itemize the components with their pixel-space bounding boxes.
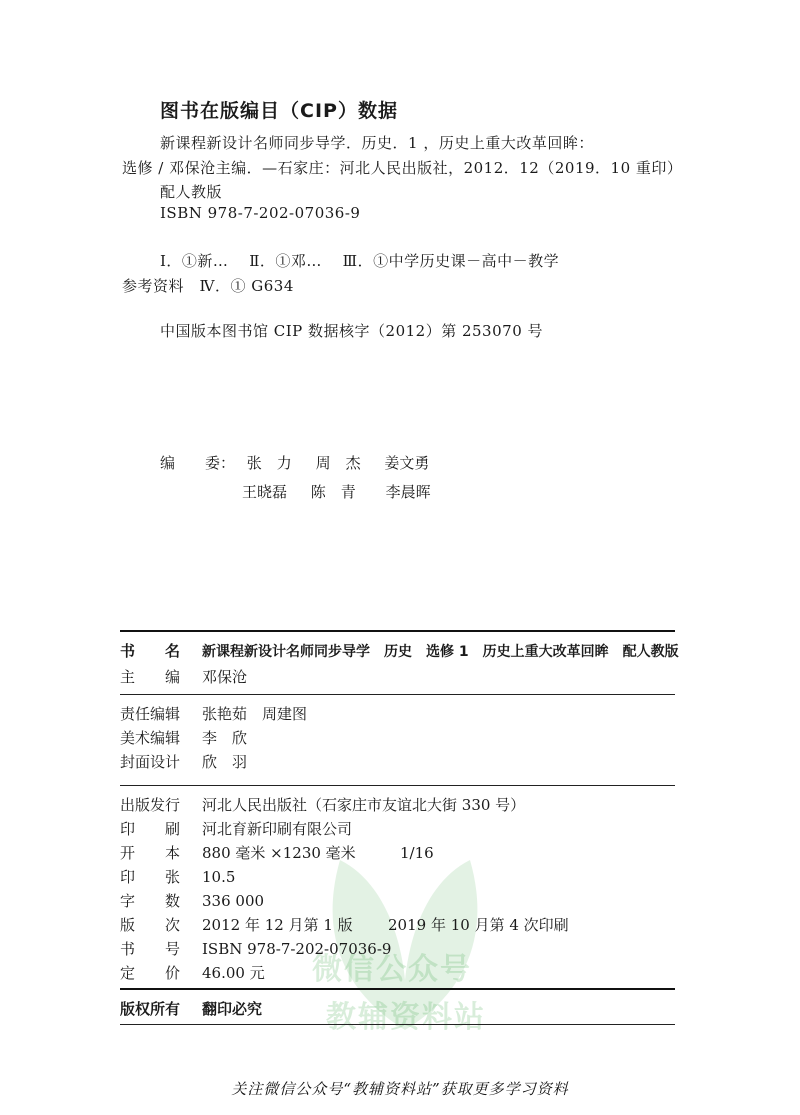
colophon-price <box>120 962 265 983</box>
editor-name: 陈 青 <box>310 483 356 501</box>
editor-name: 姜文勇 <box>384 454 430 472</box>
colophon-value: 欣 羽 <box>202 753 248 771</box>
colophon-label: 版权所有 <box>120 1000 181 1018</box>
colophon-label: 定 价 <box>120 964 181 982</box>
colophon-value: 880 毫米 ×1230 毫米 <box>202 844 356 862</box>
colophon-chief-editor <box>120 666 247 687</box>
colophon-extra: 1/16 <box>400 844 434 862</box>
colophon-label: 字 数 <box>120 892 181 910</box>
colophon-words <box>120 890 264 911</box>
cip-line-6: 参考资料 Ⅳ．① G634 <box>122 277 294 295</box>
colophon-resp-editor <box>120 703 307 724</box>
colophon-value: 李 欣 <box>202 729 248 747</box>
colophon-label: 美术编辑 <box>120 729 181 747</box>
colophon-bottom-rule <box>120 1024 675 1025</box>
colophon-value: 新课程新设计名师同步导学 历史 选修 1 历史上重大改革回眸 配人教版 <box>202 644 679 660</box>
colophon-publisher <box>120 794 525 815</box>
cip-line-4: ISBN 978-7-202-07036-9 <box>160 204 361 222</box>
cip-line-7: 中国版本图书馆 CIP 数据核字（2012）第 253070 号 <box>160 322 544 340</box>
colophon-label: 封面设计 <box>120 753 181 771</box>
colophon-extra: 2019 年 10 月第 4 次印刷 <box>388 916 569 934</box>
editor-name: 周 杰 <box>315 454 361 472</box>
colophon-value: 邓保沧 <box>202 668 248 686</box>
cip-line-3: 配人教版 <box>160 183 223 201</box>
colophon-edition <box>120 914 569 935</box>
colophon-rule <box>120 988 675 990</box>
colophon-value: 翻印必究 <box>202 1000 263 1018</box>
colophon-value: 2012 年 12 月第 1 版 <box>202 916 353 934</box>
colophon-label: 出版发行 <box>120 796 181 814</box>
colophon-label: 印 刷 <box>120 820 181 838</box>
colophon-label: 印 张 <box>120 868 181 886</box>
colophon-rule <box>120 785 675 786</box>
watermark-text-1: 微信公众号 <box>312 952 472 987</box>
colophon-top-rule <box>120 630 675 632</box>
editors-row-1 <box>160 452 429 473</box>
watermark-text-2: 教辅资料站 <box>326 1000 486 1035</box>
colophon-printer <box>120 818 352 839</box>
colophon-value: 10.5 <box>202 868 236 886</box>
colophon-label: 版 次 <box>120 916 181 934</box>
editor-name: 王晓磊 <box>242 483 288 501</box>
editors-row-2 <box>242 481 431 502</box>
colophon-value: 张艳茹 周建图 <box>202 705 308 723</box>
footer-note: 关注微信公众号“教辅资料站”获取更多学习资料 <box>231 1080 569 1098</box>
colophon-cover-design <box>120 751 247 772</box>
colophon-art-editor <box>120 727 247 748</box>
editor-name: 李晨晖 <box>385 483 431 501</box>
colophon-value: 河北育新印刷有限公司 <box>202 820 353 838</box>
colophon-label: 开 本 <box>120 844 181 862</box>
colophon-format <box>120 842 434 863</box>
colophon-book-title <box>120 640 679 661</box>
colophon-value: 46.00 元 <box>202 964 265 982</box>
colophon-rights <box>120 998 262 1019</box>
editors-label: 编 委： <box>160 454 236 472</box>
colophon-label: 主 编 <box>120 668 181 686</box>
colophon-sheets <box>120 866 235 887</box>
cip-line-5: Ⅰ．①新… Ⅱ．①邓… Ⅲ．①中学历史课－高中－教学 <box>160 252 560 270</box>
colophon-isbn <box>120 938 391 959</box>
cip-line-2: 选修 / 邓保沧主编．—石家庄：河北人民出版社，2012．12（2019．10 重印） <box>122 159 683 177</box>
cip-title: 图书在版编目（CIP）数据 <box>160 100 398 122</box>
colophon-value: 河北人民出版社（石家庄市友谊北大街 330 号） <box>202 796 526 814</box>
colophon-rule <box>120 694 675 695</box>
colophon-label: 书 名 <box>120 642 181 660</box>
editor-name: 张 力 <box>246 454 292 472</box>
cip-line-1: 新课程新设计名师同步导学．历史．1 ，历史上重大改革回眸： <box>160 134 594 152</box>
colophon-label: 责任编辑 <box>120 705 181 723</box>
colophon-value: 336 000 <box>202 892 265 910</box>
colophon-value: ISBN 978-7-202-07036-9 <box>202 940 392 958</box>
colophon-label: 书 号 <box>120 940 181 958</box>
